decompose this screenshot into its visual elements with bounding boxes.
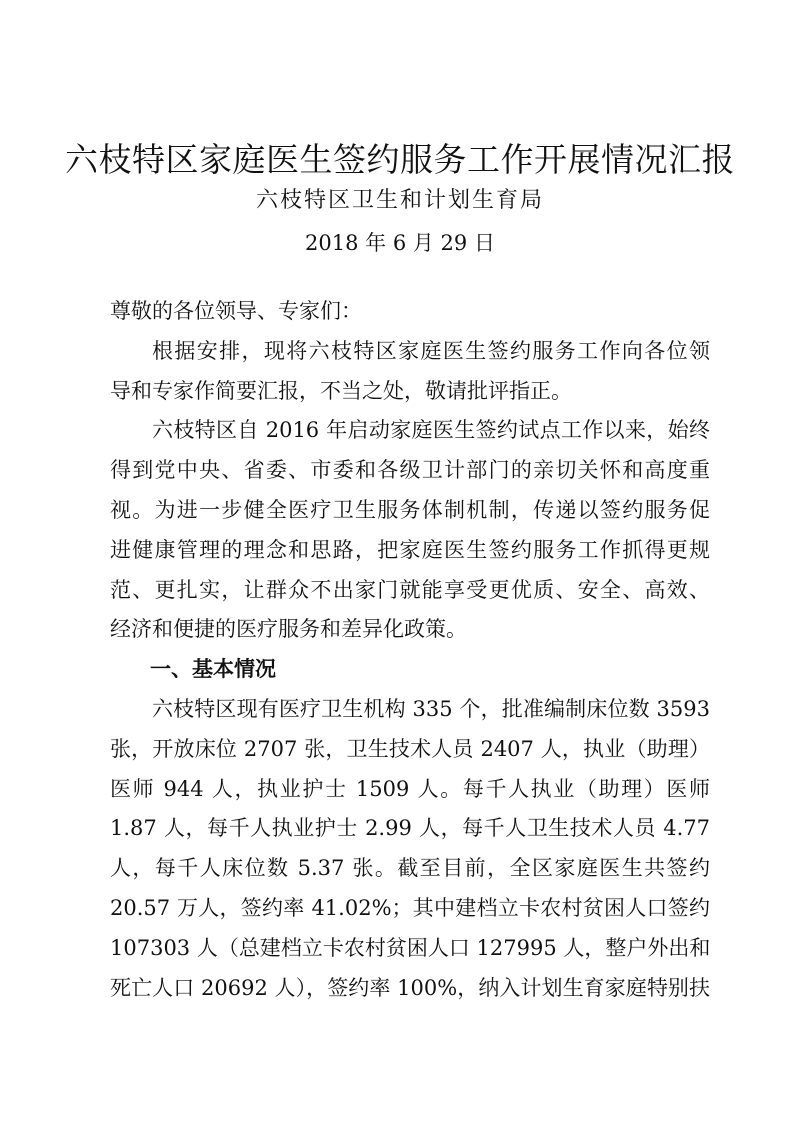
- paragraph-line: 导和专家作简要汇报，不当之处，敬请批评指正。: [110, 378, 572, 403]
- paragraph-line: 医师 944 人，执业护士 1509 人。每千人执业（助理）医师: [110, 776, 710, 801]
- paragraph-line: 107303 人（总建档立卡农村贫困人口 127995 人，整户外出和: [110, 935, 711, 960]
- paragraph-line: 六枝特区自 2016 年启动家庭医生签约试点工作以来，始终: [152, 418, 710, 443]
- document-date: 2018 年 6 月 29 日: [305, 231, 495, 255]
- paragraph-line: 20.57 万人，签约率 41.02%；其中建档立卡农村贫困人口签约: [110, 895, 710, 920]
- paragraph-line: 人，每千人床位数 5.37 张。截至目前，全区家庭医生共签约: [110, 856, 710, 881]
- paragraph-line: 进健康管理的理念和思路，把家庭医生签约服务工作抓得更规: [110, 537, 710, 562]
- paragraph-line: 死亡人口 20692 人），签约率 100%，纳入计划生育家庭特别扶: [110, 975, 710, 1000]
- paragraph-line: 经济和便捷的医疗服务和差异化政策。: [110, 617, 467, 642]
- paragraph-line: 1.87 人，每千人执业护士 2.99 人，每千人卫生技术人员 4.77: [110, 816, 710, 841]
- section-heading: 一、基本情况: [150, 657, 276, 682]
- paragraph-line: 六枝特区现有医疗卫生机构 335 个，批准编制床位数 3593: [152, 696, 710, 721]
- paragraph-line: 张，开放床位 2707 张，卫生技术人员 2407 人，执业（助理）: [110, 736, 710, 761]
- document-author: 六枝特区卫生和计划生育局: [255, 188, 544, 213]
- document-title: 六枝特区家庭医生签约服务工作开展情况汇报: [65, 140, 735, 179]
- paragraph-line: 得到党中央、省委、市委和各级卫计部门的亲切关怀和高度重: [110, 458, 710, 483]
- paragraph-line: 根据安排，现将六枝特区家庭医生签约服务工作向各位领: [152, 338, 710, 363]
- document-body: [110, 292, 710, 1008]
- paragraph-line: 范、更扎实，让群众不出家门就能享受更优质、安全、高效、: [110, 577, 710, 602]
- salutation-line: 尊敬的各位领导、专家们：: [110, 299, 362, 323]
- paragraph-line: 视。为进一步健全医疗卫生服务体制机制，传递以签约服务促: [110, 497, 710, 522]
